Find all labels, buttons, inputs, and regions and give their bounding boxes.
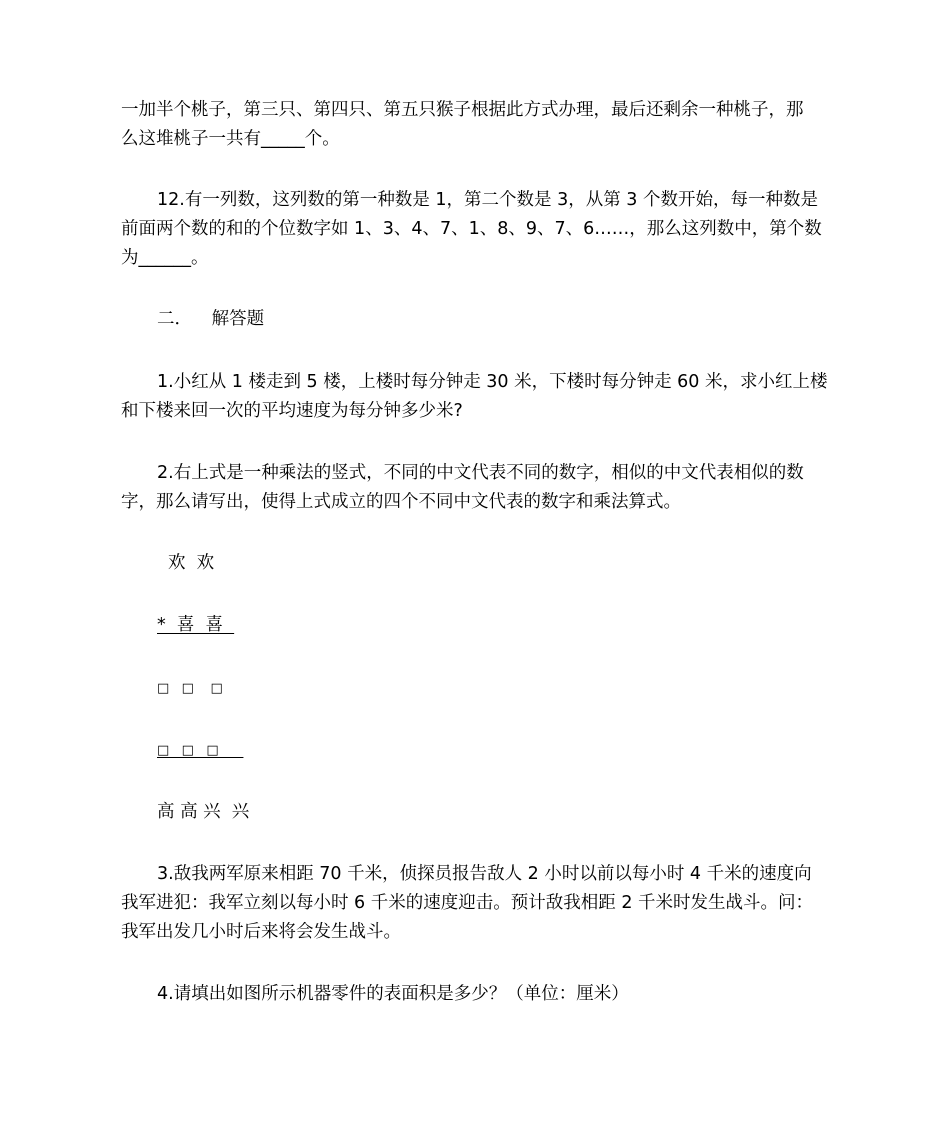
q3-text-line-3: 我军出发几小时后来将会发生战斗。	[121, 922, 401, 942]
q1-text-line-1: 1.小红从 1 楼走到 5 楼，上楼时每分钟走 30 米，下楼时每分钟走 60 米，求小红上楼	[157, 372, 828, 392]
q2-text-line-2: 字，那么请写出，使得上式成立的四个不同中文代表的数字和乘法算式。	[121, 492, 681, 512]
calc-row-4: □ □ □	[157, 743, 244, 758]
q12-text-line-3: 为______。	[121, 248, 209, 268]
section-number: 二．	[157, 309, 192, 329]
calc-row-3: □ □ □	[157, 681, 223, 696]
q11-text-line-1: 一加半个桃子，第三只、第四只、第五只猴子根据此方式办理，最后还剩余一种桃子，那	[121, 100, 804, 120]
q1-text-line-2: 和下楼来回一次的平均速度为每分钟多少米?	[121, 401, 463, 421]
section-heading	[157, 308, 264, 330]
q12-text-line-2: 前面两个数的和的个位数字如 1、3、4、7、1、8、9、7、6……，那么这列数中，第个数	[121, 219, 822, 239]
calc-row-2: * 喜 喜	[157, 615, 235, 635]
q12-text-line-1: 12.有一列数，这列数的第一种数是 1，第二个数是 3，从第 3 个数开始，每一种数是	[157, 190, 818, 210]
calc-row-5: 高 高 兴 兴	[157, 802, 250, 822]
q3-text-line-1: 3.敌我两军原来相距 70 千米，侦探员报告敌人 2 小时以前以每小时 4 千米的速度向	[157, 864, 812, 884]
q11-text-line-2: 么这堆桃子一共有_____个。	[121, 129, 340, 149]
q2-text-line-1: 2.右上式是一种乘法的竖式，不同的中文代表不同的数字，相似的中文代表相似的数	[157, 463, 804, 483]
section-title: 解答题	[211, 309, 265, 329]
q4-text-line-1: 4.请填出如图所示机器零件的表面积是多少？（单位：厘米）	[157, 984, 629, 1004]
calc-row-1: 欢 欢	[168, 553, 215, 573]
q3-text-line-2: 我军进犯：我军立刻以每小时 6 千米的速度迎击。预计敌我相距 2 千米时发生战斗。问：	[121, 893, 814, 913]
